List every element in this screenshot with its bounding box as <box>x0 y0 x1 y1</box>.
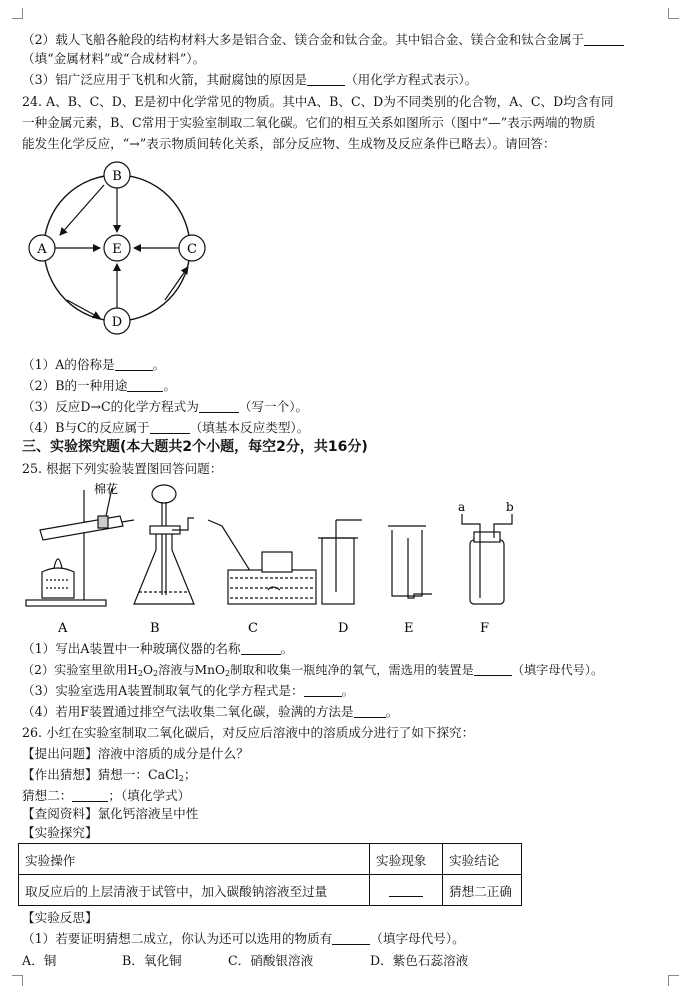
q23-part2-line2: （填“金属材料”或“合成材料”）。 <box>22 51 206 66</box>
q24-stem-line2: 一种金属元素，B、C常用于实验室制取二氧化碳。它们的相互关系如图所示（图中“—”表示两端的物质 <box>22 115 596 130</box>
label-c: C <box>248 621 258 636</box>
apparatus-f <box>462 514 512 604</box>
apparatus-a <box>26 488 134 606</box>
header-conclusion: 实验结论 <box>443 844 522 875</box>
cell-operation: 取反应后的上层清液于试管中，加入碳酸钠溶液至过量 <box>19 875 370 906</box>
label-f: F <box>480 621 490 636</box>
cell-conclusion: 猜想二正确 <box>443 875 522 906</box>
q23-part2-line1: （2）载人飞船各舱段的结构材料大多是铝合金、镁合金和钛合金。其中铝合金、镁合金和钛合金属于 <box>22 32 624 48</box>
apparatus-b <box>134 485 194 604</box>
apparatus-e <box>388 526 432 598</box>
apparatus-d <box>318 520 362 604</box>
node-a-label: A <box>37 242 47 257</box>
q26-stem: 26. 小红在实验室制取二氧化碳后，对反应后溶液中的溶质成分进行了如下探究： <box>22 725 475 740</box>
q26-reference: 【查阅资料】氯化钙溶液呈中性 <box>22 806 199 821</box>
q24-relation-diagram <box>22 158 212 338</box>
q23-part3: （3）铝广泛应用于飞机和火箭，其耐腐蚀的原因是 （用化学方程式表示）。 <box>22 72 478 87</box>
q26-sub1: （1）若要证明猜想二成立，你认为还可以选用的物质有 （填字母代号）。 <box>22 931 465 946</box>
header-operation: 实验操作 <box>19 844 370 875</box>
q25-sub3: （3）实验室选用A装置制取氧气的化学方程式是： 。 <box>22 683 355 698</box>
corner-mark-top-left <box>12 8 23 19</box>
q26-guess2: 猜想二： ；（填化学式） <box>22 788 191 803</box>
label-a: A <box>58 621 68 636</box>
link-a-d-arrow <box>67 300 100 318</box>
q24-stem-line3: 能发生化学反应，“→”表示物质间转化关系，部分反应物、生成物及反应条件已略去）。请回答： <box>22 136 556 151</box>
q26-explore-label: 【实验探究】 <box>22 825 98 840</box>
q25-sub4: （4）若用F装置通过排空气法收集二氧化碳，验满的方法是 。 <box>22 704 399 719</box>
corner-mark-bottom-left <box>12 975 23 986</box>
q25-sub2: （2）实验室里欲用$H_2O_2$溶液与MnO$_2$制取和收集一瓶纯净的氧气，需选用的装置是 （填字母代号）。 <box>22 663 604 678</box>
q25-sub1: （1）写出A装置中一种玻璃仪器的名称 。 <box>22 641 294 656</box>
apparatus-c <box>208 520 316 604</box>
table-row <box>19 875 522 906</box>
port-b-label: b <box>506 500 514 514</box>
label-b: B <box>150 621 160 636</box>
cotton-label: 棉花 <box>94 482 119 496</box>
option-b: B．氧化铜 <box>122 953 182 968</box>
option-d: D．紫色石蕊溶液 <box>370 953 469 968</box>
node-d-label: D <box>111 315 123 330</box>
q26-guess1: 【作出猜想】猜想一：CaCl$_2$； <box>22 767 197 783</box>
option-c: C．硝酸银溶液 <box>228 953 314 968</box>
option-a: A．铜 <box>22 953 57 968</box>
link-b-a <box>60 185 104 235</box>
q26-reflection-label: 【实验反思】 <box>22 910 98 925</box>
node-b-label: B <box>112 169 122 184</box>
section-3-title: 三、实验探究题(本大题共2个小题，每空2分，共16分) <box>22 439 368 455</box>
corner-mark-top-right <box>668 8 679 19</box>
q24-sub1: （1）A的俗称是 。 <box>22 357 166 372</box>
corner-mark-bottom-right <box>668 975 679 986</box>
node-c-label: C <box>187 242 197 257</box>
port-a-label: a <box>458 500 466 514</box>
q24-sub3: （3）反应D→C的化学方程式为 （写一个）。 <box>22 399 309 414</box>
q25-apparatus-figure <box>22 480 522 640</box>
label-d: D <box>338 621 349 636</box>
q24-stem-line1: 24. A、B、C、D、E是初中化学常见的物质。其中A、B、C、D为不同类别的化合物，A、C、D均含有同 <box>22 94 614 109</box>
q26-question: 【提出问题】溶液中溶质的成分是什么？ <box>22 746 249 761</box>
q24-sub4: （4）B与C的反应属于 （填基本反应类型）。 <box>22 420 310 435</box>
q25-stem: 25. 根据下列实验装置图回答问题： <box>22 461 223 476</box>
cell-phenomenon-blank <box>370 875 443 906</box>
node-e-label: E <box>112 242 122 257</box>
q24-sub2: （2）B的一种用途 。 <box>22 378 177 393</box>
table-header-row <box>19 844 522 875</box>
header-phenomenon: 实验现象 <box>370 844 443 875</box>
link-d-c-arrow <box>165 267 188 300</box>
experiment-table <box>18 843 522 906</box>
label-e: E <box>404 621 414 636</box>
